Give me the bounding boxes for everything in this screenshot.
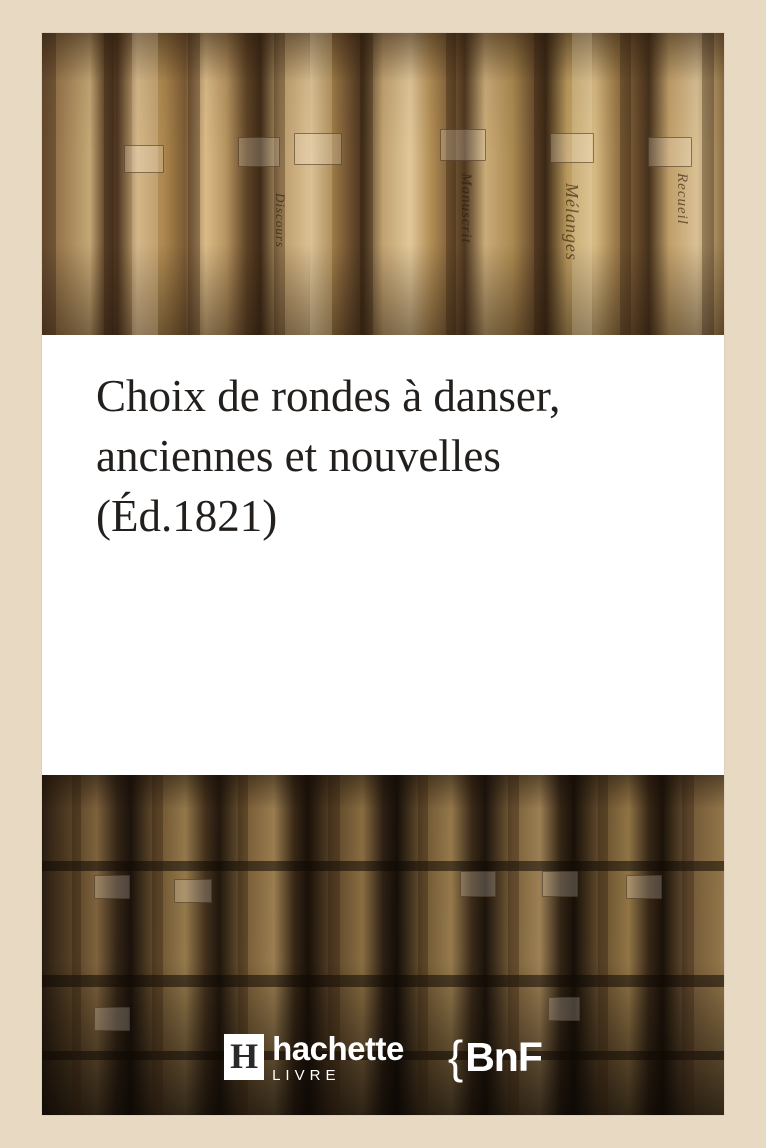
title-line-3: (Éd.1821) <box>96 490 278 541</box>
spine-handwriting: Mélanges <box>562 183 582 261</box>
publisher-logos <box>42 1025 724 1089</box>
top-book-spines-image <box>42 33 724 335</box>
bnf-logo <box>447 1031 542 1083</box>
hachette-wordmark <box>272 1029 404 1084</box>
cover-canvas <box>42 33 724 1115</box>
spine-label <box>294 133 342 165</box>
hachette-name: hachette <box>272 1029 404 1067</box>
title-area <box>42 335 724 775</box>
spine-label <box>94 875 130 899</box>
title-line-2: anciennes et nouvelles <box>96 430 501 481</box>
bnf-wordmark: BnF <box>465 1033 542 1080</box>
spine-label <box>440 129 486 161</box>
title-line-1: Choix de rondes à danser, <box>96 371 561 421</box>
hachette-h-mark: H <box>224 1034 264 1080</box>
spine-label <box>174 879 212 903</box>
spine-label <box>238 137 280 167</box>
spine-label <box>460 871 496 897</box>
bottom-book-shelf-image <box>42 775 724 1115</box>
spine-handwriting: Manuscrit <box>458 173 474 244</box>
spine-handwriting: Recueil <box>674 173 690 225</box>
spine-label <box>548 997 580 1021</box>
bnf-brace: { <box>447 1031 464 1083</box>
spine-label <box>648 137 692 167</box>
book-title <box>96 367 676 547</box>
hachette-livre-logo <box>224 1029 404 1084</box>
spine-label <box>124 145 164 173</box>
spine-label <box>542 871 578 897</box>
spine-label <box>626 875 662 899</box>
spine-handwriting: Discours <box>273 193 288 248</box>
hachette-subtitle: LIVRE <box>272 1066 341 1084</box>
spine-label <box>550 133 594 163</box>
